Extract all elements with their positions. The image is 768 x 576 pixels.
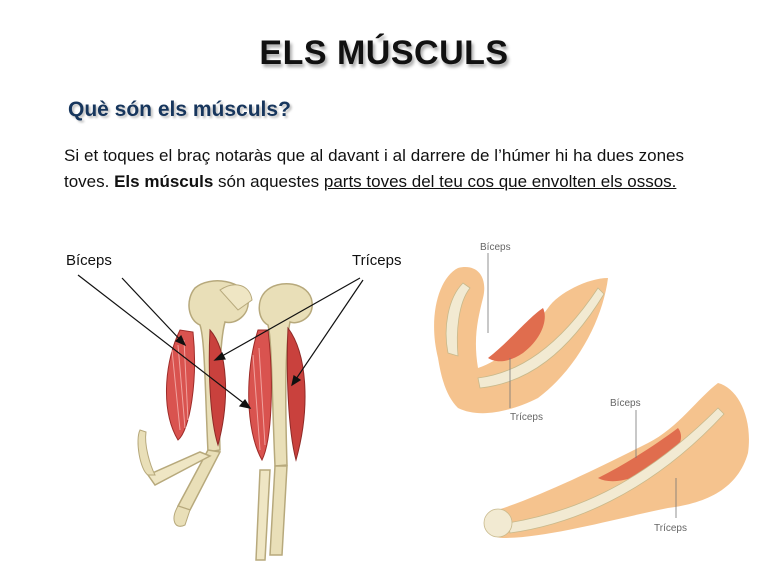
paragraph-text-2: són aquestes bbox=[213, 172, 324, 191]
paragraph-bold-term: Els músculs bbox=[114, 172, 214, 191]
paragraph-text-1: Si et toques el braç notaràs que al davant i al darrere de l’húmer hi ha dues zones toves. bbox=[64, 146, 684, 191]
paragraph-underlined-text: parts toves del teu cos que envolten els ossos. bbox=[323, 172, 677, 191]
slide-title: ELS MÚSCULS bbox=[259, 34, 509, 72]
label-triceps: Tríceps bbox=[352, 252, 402, 269]
arm-bones-muscles-illustration bbox=[60, 270, 430, 570]
arm-flexion-extension-illustration bbox=[418, 238, 763, 568]
flexed-arm-label-biceps: Bíceps bbox=[480, 242, 511, 253]
label-biceps: Bíceps bbox=[66, 252, 112, 269]
arm-2 bbox=[249, 284, 312, 560]
arm-1 bbox=[138, 281, 252, 526]
extended-arm-label-triceps: Tríceps bbox=[654, 523, 687, 534]
slide-subtitle: Què són els músculs? bbox=[68, 98, 291, 121]
extended-arm bbox=[484, 383, 749, 538]
intro-paragraph bbox=[64, 143, 684, 195]
extended-arm-label-biceps: Bíceps bbox=[610, 398, 641, 409]
flexed-arm bbox=[434, 242, 608, 423]
flexed-arm-label-triceps: Tríceps bbox=[510, 412, 543, 423]
